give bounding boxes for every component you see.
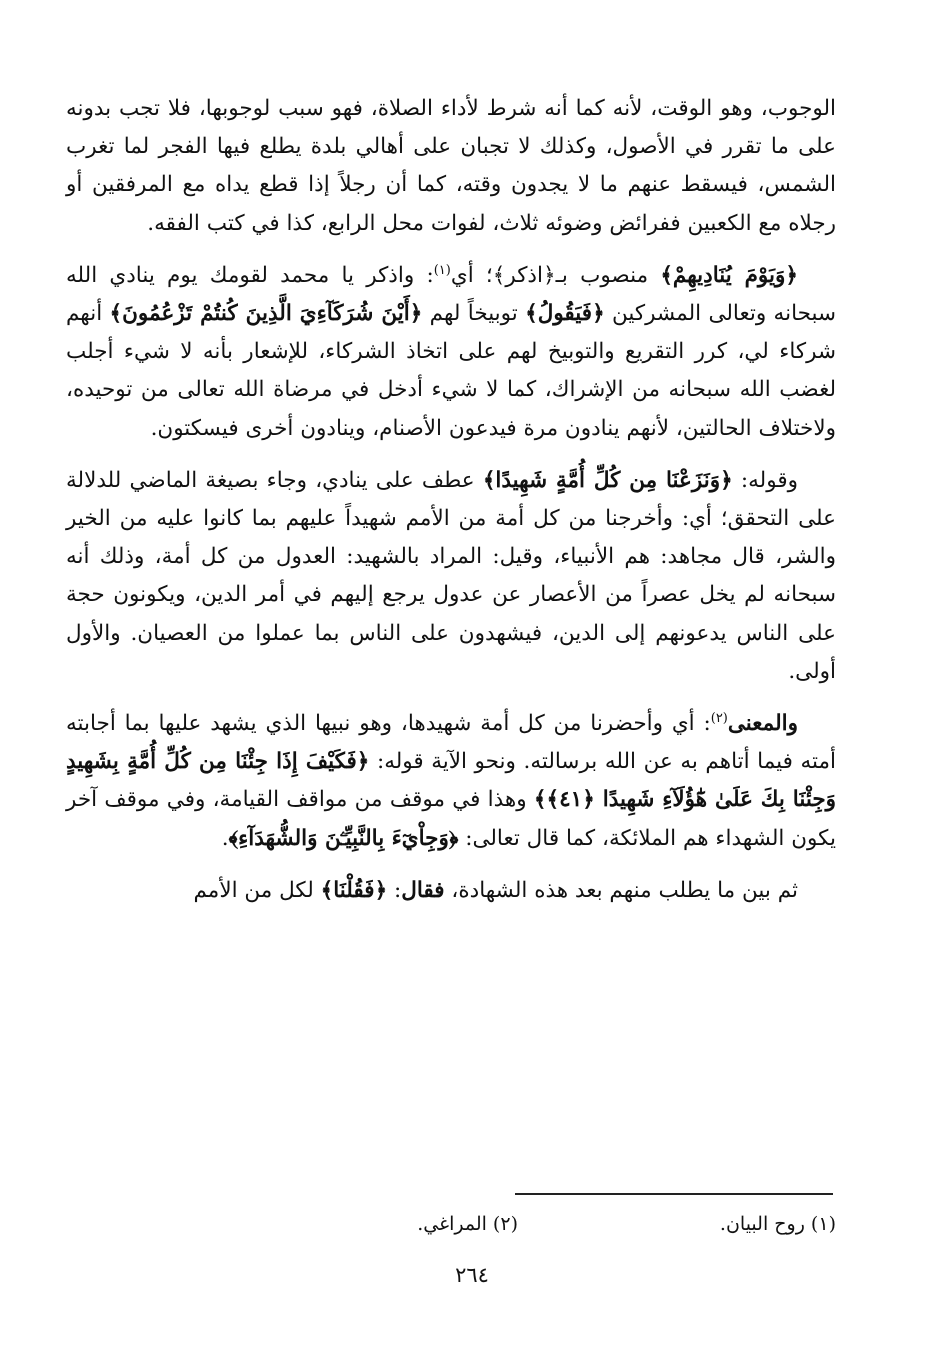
quran-verse: ﴿وَنَزَعْنَا مِن كُلِّ أُمَّةٍ شَهِيدًا﴾ [482, 467, 733, 493]
quran-verse: ﴿فَيَقُولُ﴾ [525, 301, 605, 327]
bold-word: فقال [401, 877, 445, 903]
quran-verse: ﴿فَكَيْفَ إِذَا جِئْنَا مِن كُلِّ أُمَّةٍ بِشَهِيدٍ وَجِئْنَا بِكَ عَلَىٰ هَٰٓؤُلَآءِ شَهِيدًا ﴿٤١﴾﴾ [66, 749, 837, 813]
page-number: ٢٦٤ [455, 1263, 489, 1287]
footnote-1: (١) روح البيان. [719, 1213, 836, 1235]
footnote-ref-1[interactable]: (١) [433, 262, 451, 278]
paragraph-2 [66, 257, 836, 448]
footnote-ref-2[interactable]: (٢) [710, 710, 728, 726]
footnote-divider [515, 1193, 833, 1195]
paragraph-text: : أي وأحضرنا من كل أمة شهيدها، وهو نبيها الذي يشهد عليها بما أجابته أمته فيما أتاهم به عن الله برسالته. ونحو الآية قوله: [66, 711, 836, 775]
quran-verse: ﴿فَقُلْنَا﴾ [320, 877, 388, 903]
paragraph-text: منصوب بـ﴿اذكر﴾؛ أي [450, 262, 661, 288]
quran-verse: ﴿أَيْنَ شُرَكَآءِيَ الَّذِينَ كُنتُمْ تَزْعُمُونَ﴾ [109, 301, 423, 327]
paragraph-text: . [221, 825, 229, 851]
paragraph-text: أنهم شركاء لي، كرر التقريع والتوبيخ لهم على اتخاذ الشركاء، للإشعار بأنه لا شيء أجلب لغضب الله سبحانه من الإشراك، كما لا شيء أدخل في مرضاة الله تعالى من توحيده، ولاختلاف الحالتين، لأنهم ينادون مرة فيدعون الأصنام، وينادون أخرى فيسكتون. [66, 301, 836, 441]
paragraph-1 [66, 90, 836, 243]
page-body [66, 90, 836, 924]
paragraph-text: توبيخاً لهم [422, 301, 526, 327]
paragraph-text: وهذا في موقف من مواقف القيامة، وفي موقف آخر يكون الشهداء هم الملائكة، كما قال تعالى: [66, 787, 836, 851]
footnote-2: (٢) المراغي. [417, 1213, 518, 1235]
paragraph-5 [66, 872, 836, 910]
paragraph-text: الوجوب، وهو الوقت، لأنه كما أنه شرط لأداء الصلاة، فهو سبب لوجوبها، فلا تجب بدونه على ما تقرر في الأصول، وكذلك لا تجبان على أهالي بلدة يطلع فيها الفجر لما تغرب الشمس، فيسقط عنهم ما لا يجدون وقته، كما أن رجلاً إذا قطع يداه مع المرفقين أو رجلاه مع الكعبين ففرائض وضوئه ثلاث، لفوات محل الرابع، كذا في كتب الفقه. [66, 96, 836, 236]
term-heading: والمعنى [727, 711, 798, 737]
paragraph-text: وقوله: [732, 467, 798, 493]
paragraph-3 [66, 462, 836, 691]
quran-verse: ﴿وَجِاْيٓءَ بِالنَّبِيِّـۧنَ وَالشُّهَدَآءِ﴾ [228, 825, 459, 851]
paragraph-4 [66, 705, 836, 858]
paragraph-text: عطف على ينادي، وجاء بصيغة الماضي للدلالة على التحقق؛ أي: وأخرجنا من كل أمة من الأمم شهيداً عليهم بما كانوا عليه من الخير والشر، قال مجاهد: هم الأنبياء، وقيل: المراد بالشهيد: العدول من كل أمة، وذلك أنه سبحانه لم يخل عصراً من الأعصار عن عدول يرجع إليهم في أمر الدين، ويكونون حجة على الناس يدعونهم إلى الدين، فيشهدون على الناس بما عملوا من العصيان. والأول أولى. [66, 467, 836, 684]
paragraph-text: ثم بين ما يطلب منهم بعد هذه الشهادة، [444, 877, 798, 903]
paragraph-text: : [387, 877, 402, 903]
quran-verse: ﴿وَيَوْمَ يُنَادِيهِمْ﴾ [660, 262, 798, 288]
paragraph-text: : واذكر يا محمد لقومك يوم ينادي الله سبحانه وتعالى المشركين [66, 262, 837, 327]
paragraph-text: لكل من الأمم [193, 877, 321, 903]
